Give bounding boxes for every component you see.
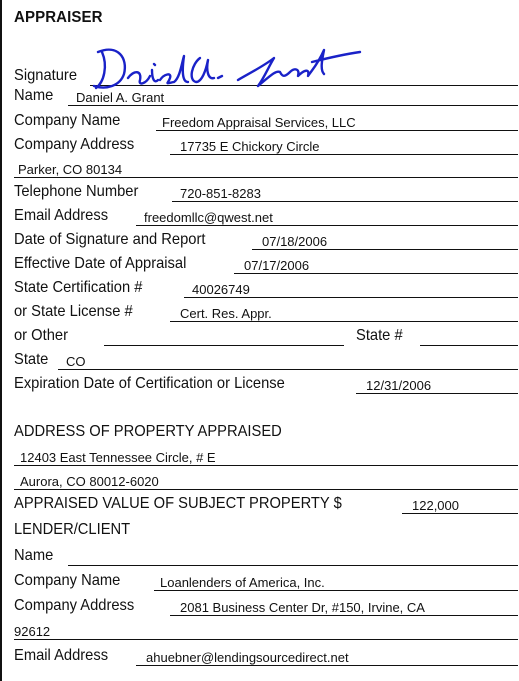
state-number-label: State # xyxy=(356,327,403,344)
state-certification-line[interactable] xyxy=(184,297,518,298)
expiration-date-label: Expiration Date of Certification or License xyxy=(14,375,285,392)
appraiser-company-name-row xyxy=(0,111,519,131)
state-license-value: Cert. Res. Appr. xyxy=(180,306,272,321)
lender-company-address-line1: 2081 Business Center Dr, #150, Irvine, CA xyxy=(180,600,425,615)
state-certification-value: 40026749 xyxy=(192,282,250,297)
state-label: State xyxy=(14,351,49,368)
appraiser-company-name-value: Freedom Appraisal Services, LLC xyxy=(162,115,356,130)
property-address-line1: 12403 East Tennessee Circle, # E xyxy=(20,450,216,465)
appraiser-email-line[interactable] xyxy=(136,225,518,226)
lender-company-name-label: Company Name xyxy=(14,572,121,589)
state-number-line[interactable] xyxy=(420,345,518,346)
signature-strokes xyxy=(94,50,360,88)
appraised-value-label: APPRAISED VALUE OF SUBJECT PROPERTY $ xyxy=(14,495,342,512)
or-other-label: or Other xyxy=(14,327,68,344)
appraiser-company-address-label: Company Address xyxy=(14,136,135,153)
appraised-value-amount: 122,000 xyxy=(412,498,459,513)
appraiser-telephone-row xyxy=(0,182,519,202)
lender-client-heading: LENDER/CLIENT xyxy=(14,521,131,538)
property-address-row-2 xyxy=(0,470,519,490)
appraiser-telephone-line[interactable] xyxy=(172,201,518,202)
state-row xyxy=(0,350,519,370)
lender-name-line[interactable] xyxy=(68,565,518,566)
property-address-line-1[interactable] xyxy=(14,465,518,466)
property-address-heading: ADDRESS OF PROPERTY APPRAISED xyxy=(14,423,282,440)
lender-email-label: Email Address xyxy=(14,647,109,664)
state-certification-label: State Certification # xyxy=(14,279,143,296)
lender-company-name-line[interactable] xyxy=(154,590,518,591)
lender-company-address-line[interactable] xyxy=(170,615,518,616)
property-address-line2: Aurora, CO 80012-6020 xyxy=(20,474,159,489)
appraiser-company-name-line[interactable] xyxy=(156,130,518,131)
appraiser-company-address-line[interactable] xyxy=(170,154,518,155)
signature-stroke-a xyxy=(192,58,222,82)
appraiser-name-value: Daniel A. Grant xyxy=(76,90,165,105)
property-address-line-2[interactable] xyxy=(14,489,518,490)
date-signature-label: Date of Signature and Report xyxy=(14,231,206,248)
section-title-appraiser: APPRAISER xyxy=(14,9,103,26)
effective-date-value: 07/17/2006 xyxy=(244,258,310,273)
state-license-label: or State License # xyxy=(14,303,133,320)
lender-company-address-row xyxy=(0,596,519,616)
lender-company-address-line2: 92612 xyxy=(14,624,51,639)
lender-name-row xyxy=(0,546,519,566)
state-license-row xyxy=(0,302,519,322)
date-signature-value: 07/18/2006 xyxy=(262,234,328,249)
appraiser-telephone-label: Telephone Number xyxy=(14,183,139,200)
effective-date-label: Effective Date of Appraisal xyxy=(14,255,187,272)
signature-stroke-grant xyxy=(238,50,360,86)
lender-company-address-row-2 xyxy=(0,620,519,640)
appraiser-email-value: freedomllc@qwest.net xyxy=(144,210,273,225)
lender-company-name-row xyxy=(0,571,519,591)
lender-email-row xyxy=(0,646,519,666)
appraiser-company-address-line1: 17735 E Chickory Circle xyxy=(180,139,320,154)
expiration-date-line[interactable] xyxy=(356,393,518,394)
expiration-date-value: 12/31/2006 xyxy=(366,378,432,393)
appraised-value-row xyxy=(0,494,519,514)
lender-company-address-label: Company Address xyxy=(14,597,135,614)
lender-email-value: ahuebner@lendingsourcedirect.net xyxy=(146,650,349,665)
appraiser-company-address-row-2 xyxy=(0,158,519,178)
lender-email-line[interactable] xyxy=(136,665,518,666)
lender-heading-row xyxy=(0,520,519,540)
appraiser-company-address-row xyxy=(0,135,519,155)
appraiser-name-label: Name xyxy=(14,87,54,104)
expiration-date-row xyxy=(0,374,519,394)
or-other-row xyxy=(0,326,519,346)
appraiser-email-row xyxy=(0,206,519,226)
signature-label: Signature xyxy=(14,67,78,84)
appraiser-company-name-label: Company Name xyxy=(14,112,121,129)
lender-company-name-value: Loanlenders of America, Inc. xyxy=(160,575,325,590)
date-signature-row xyxy=(0,230,519,250)
effective-date-line[interactable] xyxy=(234,273,518,274)
property-address-row-1 xyxy=(0,446,519,466)
effective-date-row xyxy=(0,254,519,274)
handwritten-signature-image xyxy=(88,40,368,100)
state-line[interactable] xyxy=(58,369,518,370)
or-other-line[interactable] xyxy=(104,345,344,346)
appraiser-company-address-line-2[interactable] xyxy=(14,177,518,178)
appraiser-email-label: Email Address xyxy=(14,207,109,224)
lender-company-address-line-2[interactable] xyxy=(14,639,518,640)
appraised-value-line[interactable] xyxy=(402,513,518,514)
signature-stroke-d xyxy=(94,50,125,88)
appraiser-telephone-value: 720-851-8283 xyxy=(180,186,261,201)
state-certification-row xyxy=(0,278,519,298)
state-value: CO xyxy=(66,354,86,369)
property-heading-row xyxy=(0,422,519,442)
signature-stroke-aniel xyxy=(128,56,188,83)
lender-name-label: Name xyxy=(14,547,54,564)
appraiser-company-address-line2: Parker, CO 80134 xyxy=(18,162,123,177)
date-signature-line[interactable] xyxy=(252,249,518,250)
appraiser-name-line[interactable] xyxy=(68,105,518,106)
state-license-line[interactable] xyxy=(170,321,518,322)
